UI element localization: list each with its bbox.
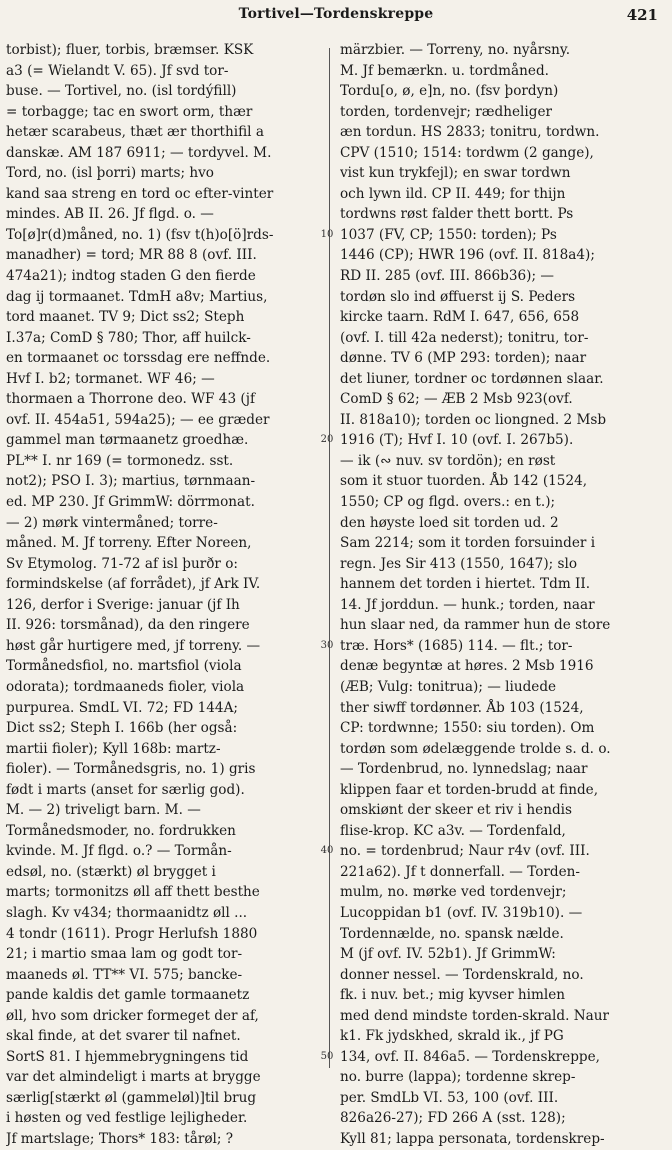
text-line: det liuner, tordner oc tordønnen slaar.	[340, 370, 604, 387]
text-line: (ÆB; Vulg: tonitrua); — liudede	[340, 678, 557, 695]
text-line: = torbagge; tac en swort orm, thær	[6, 103, 253, 120]
text-line: I.37a; ComD § 780; Thor, aff huilck-	[6, 329, 251, 346]
text-line: en tormaanet oc torssdag ere neffnde.	[6, 350, 271, 367]
text-line: træ. Hors* (1685) 114. — flt.; tor-	[340, 637, 573, 654]
text-line: kircke taarn. RdM I. 647, 656, 658	[340, 309, 580, 326]
text-line: 474a21); indtog staden G den fierde	[6, 268, 256, 285]
text-line: født i marts (anset for særlig god).	[6, 781, 245, 798]
text-line: martii fioler); Kyll 168b: martz-	[6, 740, 221, 757]
text-line: 4 tondr (1611). Progr Herlufsh 1880	[6, 925, 258, 942]
text-line: thormaen a Thorrone deo. WF 43 (jf	[6, 391, 255, 408]
text-line: PL** I. nr 169 (= tormonedz. sst.	[6, 452, 234, 469]
running-title: Tortivel—Tordenskreppe	[238, 6, 434, 22]
text-line: — ik (∾ nuv. sv tordön); en røst	[340, 452, 556, 469]
text-line: och lywn ild. CP II. 449; for thijn	[340, 185, 566, 202]
text-line: Sv Etymolog. 71-72 af isl þurðr o:	[6, 555, 239, 572]
text-line: M. Jf bemærkn. u. tordmåned.	[340, 62, 549, 79]
text-line: særlig[stærkt øl (gammeløl)]til brug	[6, 1089, 257, 1106]
text-line: den høyste loed sit torden ud. 2	[340, 514, 559, 531]
text-line: 1916 (T); Hvf I. 10 (ovf. I. 267b5).	[340, 432, 574, 449]
line-number: 30	[320, 639, 334, 651]
text-line: tordøn som ødelæggende trolde s. d. o.	[340, 740, 611, 757]
text-line: ComD § 62; — ÆB 2 Msb 923(ovf.	[340, 391, 573, 408]
text-line: 221a62). Jf t donnerfall. — Torden-	[340, 863, 580, 880]
text-line: kand saa streng en tord oc efter-vinter	[6, 185, 274, 202]
text-line: not2); PSO I. 3); martius, tørnmaan-	[6, 473, 256, 490]
text-line: M. — 2) triveligt barn. M. —	[6, 802, 201, 819]
page-number: 421	[626, 6, 658, 24]
text-line: Tordu[o, ø, e]n, no. (fsv þordyn)	[340, 83, 559, 100]
text-line: k1. Fk jydskhed, skrald ik., jf PG	[340, 1028, 564, 1045]
text-line: dag ij tormaanet. TdmH a8v; Martius,	[6, 288, 268, 305]
text-line: edsøl, no. (stærkt) øl brygget i	[6, 863, 216, 880]
text-line: hun slaar ned, da rammer hun de store	[340, 617, 611, 634]
text-line: Tormånedsfiol, no. martsfiol (viola	[6, 658, 242, 675]
text-line: Jf martslage; Thors* 183: tårøl; ?	[6, 1130, 234, 1147]
text-line: Dict ss2; Steph I. 166b (her også:	[6, 720, 238, 737]
text-line: med dend mindste torden-skrald. Naur	[340, 1007, 609, 1024]
text-line: mindes. AB II. 26. Jf flgd. o. —	[6, 206, 214, 223]
text-line: regn. Jes Sir 413 (1550, 1647); slo	[340, 555, 578, 572]
text-line: 1446 (CP); HWR 196 (ovf. II. 818a4);	[340, 247, 595, 264]
text-line: M (jf ovf. IV. 52b1). Jf GrimmW:	[340, 946, 556, 963]
text-line: øll, hvo som dricker formeget der af,	[6, 1007, 259, 1024]
text-line: no. burre (lappa); tordenne skrep-	[340, 1069, 576, 1086]
text-line: denæ begyntæ at høres. 2 Msb 1916	[340, 658, 594, 675]
text-line: fioler). — Tormånedsgris, no. 1) gris	[6, 761, 256, 778]
text-line: Tormånedsmoder, no. fordrukken	[6, 822, 236, 839]
text-line: II. 818a10); torden oc liongned. 2 Msb	[340, 411, 607, 428]
text-line: (ovf. I. till 42a nederst); tonitru, tor-	[340, 329, 589, 346]
text-line: tord maanet. TV 9; Dict ss2; Steph	[6, 309, 245, 326]
text-line: RD II. 285 (ovf. III. 866b36); —	[340, 268, 554, 285]
text-line: Hvf I. b2; tormanet. WF 46; —	[6, 370, 215, 387]
text-line: i høsten og ved festlige lejligheder.	[6, 1110, 248, 1127]
text-line: kvinde. M. Jf flgd. o.? — Tormån-	[6, 843, 232, 860]
line-number: 50	[320, 1050, 334, 1062]
text-line: 126, derfor i Sverige: januar (jf Ih	[6, 596, 240, 613]
text-line: per. SmdLb VI. 53, 100 (ovf. III.	[340, 1089, 559, 1106]
text-line: SortS 81. I hjemmebrygningens tid	[6, 1048, 249, 1065]
text-line: manadher) = tord; MR 88 8 (ovf. III.	[6, 247, 257, 264]
text-line: 826a26-27); FD 266 A (sst. 128);	[340, 1110, 566, 1127]
text-line: tordwns røst falder thett bortt. Ps	[340, 206, 574, 223]
text-line: maaneds øl. TT** VI. 575; bancke-	[6, 966, 243, 983]
text-line: 1037 (FV, CP; 1550: torden); Ps	[340, 226, 557, 243]
text-line: måned. M. Jf torreny. Efter Noreen,	[6, 535, 252, 552]
text-line: vist kun trykfejl); en swar tordwn	[340, 165, 571, 182]
text-line: pande kaldis det gamle tormaanetz	[6, 987, 250, 1004]
text-line: torden, tordenvejr; rædheliger	[340, 103, 552, 120]
line-number: 20	[320, 434, 334, 446]
text-line: — 2) mørk vintermåned; torre-	[6, 514, 218, 531]
text-line: purpurea. SmdL VI. 72; FD 144A;	[6, 699, 238, 716]
line-number: 10	[320, 228, 334, 240]
text-line: — Tordenbrud, no. lynnedslag; naar	[340, 761, 588, 778]
text-line: tordøn slo ind øffuerst ij S. Peders	[340, 288, 576, 305]
text-line: märzbier. — Torreny, no. nyårsny.	[340, 42, 571, 58]
text-line: gammel man tørmaanetz groedhæ.	[6, 432, 249, 449]
text-line: hannem det torden i hiertet. Tdm II.	[340, 576, 591, 593]
text-line: donner nessel. — Tordenskrald, no.	[340, 966, 584, 983]
text-line: klippen faar et torden-brudd at finde,	[340, 781, 599, 798]
text-line: 14. Jf jorddun. — hunk.; torden, naar	[340, 596, 595, 613]
text-line: ed. MP 230. Jf GrimmW: dörrmonat.	[6, 494, 255, 511]
text-line: To[ø]r(d)måned, no. 1) (fsv t(h)o[ö]rds-	[6, 226, 274, 243]
text-line: mulm, no. mørke ved tordenvejr;	[340, 884, 567, 901]
text-line: fk. i nuv. bet.; mig kyvser himlen	[340, 987, 566, 1004]
text-line: Sam 2214; som it torden forsuinder i	[340, 535, 596, 552]
text-line: danskæ. AM 187 6911; — tordyvel. M.	[6, 144, 272, 161]
text-line: 134, ovf. II. 846a5. — Tordenskreppe,	[340, 1048, 600, 1065]
text-line: omskiønt der skeer et riv i hendis	[340, 802, 572, 819]
text-line: 21; i martio smaa lam og godt tor-	[6, 946, 243, 963]
text-line: 1550; CP og flgd. overs.: en t.);	[340, 494, 556, 511]
text-line: Lucoppidan b1 (ovf. IV. 319b10). —	[340, 904, 583, 921]
text-line: dønne. TV 6 (MP 293: torden); naar	[340, 350, 587, 367]
text-line: Kyll 81; lappa personata, tordenskrep-	[340, 1130, 605, 1147]
right-column	[340, 40, 666, 1150]
text-line: hetær scarabeus, thæt ær thorthifil a	[6, 124, 264, 141]
text-line: buse. — Tortivel, no. (isl tordýfill)	[6, 83, 237, 100]
text-line: som it stuor tuorden. Åb 142 (1524,	[340, 473, 588, 490]
text-line: Tordennælde, no. spansk nælde.	[340, 925, 564, 942]
running-header	[0, 6, 672, 30]
text-line: no. = tordenbrud; Naur r4v (ovf. III.	[340, 843, 590, 860]
line-number: 40	[320, 845, 334, 857]
text-line: flise-krop. KC a3v. — Tordenfald,	[340, 822, 566, 839]
text-line: ther siwff tordønner. Åb 103 (1524,	[340, 699, 584, 716]
text-line: CP: tordwnne; 1550: siu torden). Om	[340, 720, 595, 737]
text-line: skal finde, at det svarer til nafnet.	[6, 1028, 241, 1045]
text-line: odorata); tordmaaneds fioler, viola	[6, 678, 245, 695]
text-line: II. 926: torsmånad), da den ringere	[6, 617, 250, 634]
text-line: formindskelse (af forrådet), jf Ark IV.	[6, 576, 261, 593]
left-column	[6, 40, 312, 1150]
column-divider	[329, 48, 330, 1068]
text-line: a3 (= Wielandt V. 65). Jf svd tor-	[6, 62, 229, 79]
text-line: slagh. Kv v434; thormaanidtz øll ...	[6, 904, 248, 921]
text-line: torbist); fluer, torbis, bræmser. KSK	[6, 42, 254, 58]
text-line: var det almindeligt i marts at brygge	[6, 1069, 261, 1086]
text-line: CPV (1510; 1514: tordwm (2 gange),	[340, 144, 594, 161]
text-line: Tord, no. (isl þorri) marts; hvo	[6, 165, 214, 182]
text-line: æn tordun. HS 2833; tonitru, tordwn.	[340, 124, 600, 141]
text-line: ovf. II. 454a51, 594a25); — ee græder	[6, 411, 270, 428]
text-line: høst går hurtigere med, jf torreny. —	[6, 637, 261, 654]
text-line: marts; tormonitzs øll aff thett besthe	[6, 884, 260, 901]
